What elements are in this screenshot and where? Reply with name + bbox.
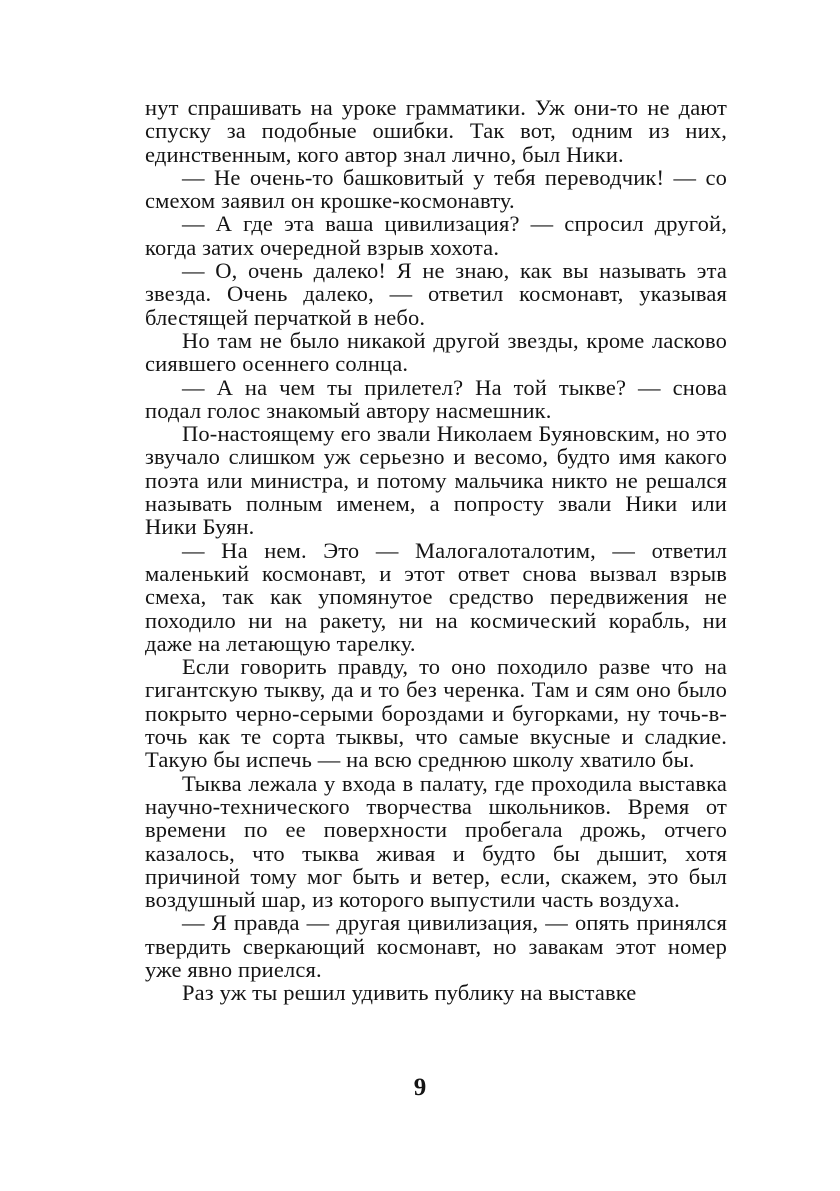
paragraph: — А где эта ваша цивилизация? — спросил другой, когда затих очередной взрыв хохота. [145,211,727,260]
paragraph: Но там не было никакой другой звезды, кроме ласково сиявшего осеннего солнца. [145,327,727,377]
page-number: 9 [413,1074,427,1101]
paragraph: Тыква лежала у входа в палату, где проходила выставка научно-технического творчества школьников. Время от времени по ее поверхности пробегала дрожь, отчего казалось, что тыква живая и будто бы дышит, хотя причиной тому мог быть и ветер, если, скажем, это был воздушный шар, из которого выпустили часть воздуха. [145,770,727,913]
paragraph: Если говорить правду, то оно походило разве что на гигантскую тыкву, да и то без черенка. Там и сям оно было покрыто черно-серыми бороздами и бугорками, ну точь-в-точь как те сорта тыквы, что самые вкусные и сладкие. Такую бы испечь — на всю среднюю школу хватило бы. [145,654,727,773]
paragraph: нут спрашивать на уроке грамматики. Уж они-то не дают спуску за подобные ошибки. Так вот, одним из них, единственным, кого автор знал лично, был Ники. [145,95,727,167]
paragraph: По-настоящему его звали Николаем Буяновским, но это звучало слишком уж серьезно и весомо, будто имя какого поэта или министра, и потому мальчика никто не решался называть полным именем, а попросту звали Ники или Ники Буян. [145,421,727,540]
paragraph: — О, очень далеко! Я не знаю, как вы называть эта звезда. Очень далеко, — ответил космонавт, указывая блестящей перчаткой в небо. [145,258,727,330]
paragraph: Раз уж ты решил удивить публику на выставке [182,980,637,1006]
paragraph: — На нем. Это — Малогалоталотим, — ответил маленький космонавт, и этот ответ снова вызвал взрыв смеха, так как упомянутое средство передвижения не походило ни на ракету, ни на космический корабль, ни даже на летающую тарелку. [145,537,727,656]
paragraph: — Не очень-то башковитый у тебя переводчик! — со смехом заявил он крошке-космонавту. [145,164,727,214]
paragraph: — Я правда — другая цивилизация, — опять принялся твердить сверкающий космонавт, но завакам этот номер уже явно приелся. [145,910,727,982]
paragraph: — А на чем ты прилетел? На той тыкве? — снова подал голос знакомый автору насмешник. [145,374,727,423]
body-text [145,96,727,1005]
